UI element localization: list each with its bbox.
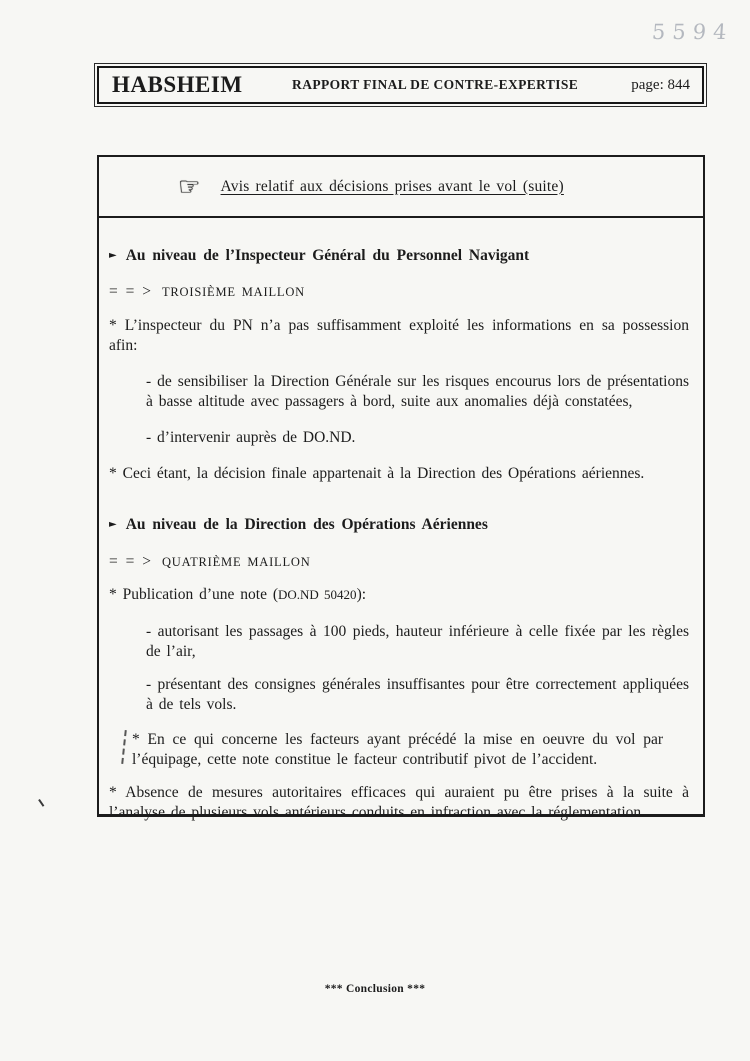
- arrow-prefix: = = >: [109, 283, 152, 300]
- maillon-troisieme: [109, 282, 689, 302]
- paragraph-inspecteur: * L’inspecteur du PN n’a pas suffisamment exploité les informations en sa possession afin:: [109, 317, 689, 354]
- notice-header: [99, 157, 703, 218]
- subitem-presentant: - présentant des consignes générales insuffisantes pour être correctement appliquées à de tels vols.: [146, 676, 689, 713]
- paragraph-ceci-etant: * Ceci étant, la décision finale appartenait à la Direction des Opérations aériennes.: [109, 465, 645, 482]
- section-heading-operations: [109, 515, 689, 535]
- faded-page-stamp: 5594: [651, 20, 735, 44]
- subitem-sensibiliser: - de sensibiliser la Direction Générale sur les risques encourus lors de présentations à basse altitude avec passagers à bord, suite aux anomalies déjà constatées,: [146, 373, 689, 410]
- page-number: page: 844: [631, 76, 690, 93]
- subitem-autorisant: - autorisant les passages à 100 pieds, hauteur inférieure à celle fixée par les règles de l’air,: [146, 623, 689, 660]
- scan-tick-artifact: [38, 797, 47, 806]
- paragraph-absence: * Absence de mesures autoritaires efficaces qui auraient pu être prises à la suite à l’analyse de plusieurs vols antérieurs conduits en infraction avec la réglementation.: [109, 784, 689, 821]
- triangle-bullet-icon: ►: [109, 250, 117, 261]
- footer-conclusion: *** Conclusion ***: [324, 983, 426, 995]
- report-header: [97, 66, 704, 104]
- section-heading-text: Au niveau de l’Inspecteur Général du Personnel Navigant: [125, 247, 530, 264]
- section-heading-inspecteur: [109, 246, 689, 266]
- paragraph-publication: [109, 585, 689, 605]
- section-heading-text: Au niveau de la Direction des Opérations Aériennes: [125, 516, 488, 533]
- pointing-hand-icon: ☞: [178, 172, 201, 201]
- subitem-intervenir: - d’intervenir auprès de DO.ND.: [146, 429, 356, 446]
- maillon-label: TROISIÈME MAILLON: [161, 285, 306, 299]
- note-reference: DO.ND 50420: [278, 587, 357, 602]
- nested-paragraph-facteurs: * En ce qui concerne les facteurs ayant précédé la mise en oeuvre du vol par l’équipage, cette note constitue le facteur contributif pivot de l’accident.: [132, 731, 663, 768]
- triangle-bullet-icon: ►: [109, 519, 117, 530]
- arrow-prefix: = = >: [109, 553, 152, 570]
- notice-body: [99, 218, 703, 823]
- report-brand: HABSHEIM: [112, 72, 243, 97]
- notice-title: Avis relatif aux décisions prises avant le vol (suite): [220, 177, 564, 195]
- publication-prefix: * Publication d’une note (: [109, 586, 278, 603]
- maillon-label: QUATRIÈME MAILLON: [161, 555, 311, 569]
- maillon-quatrieme: [109, 552, 689, 572]
- publication-suffix: ):: [356, 586, 367, 603]
- report-title: RAPPORT FINAL DE CONTRE-EXPERTISE: [292, 77, 579, 92]
- notice-frame: [97, 155, 705, 821]
